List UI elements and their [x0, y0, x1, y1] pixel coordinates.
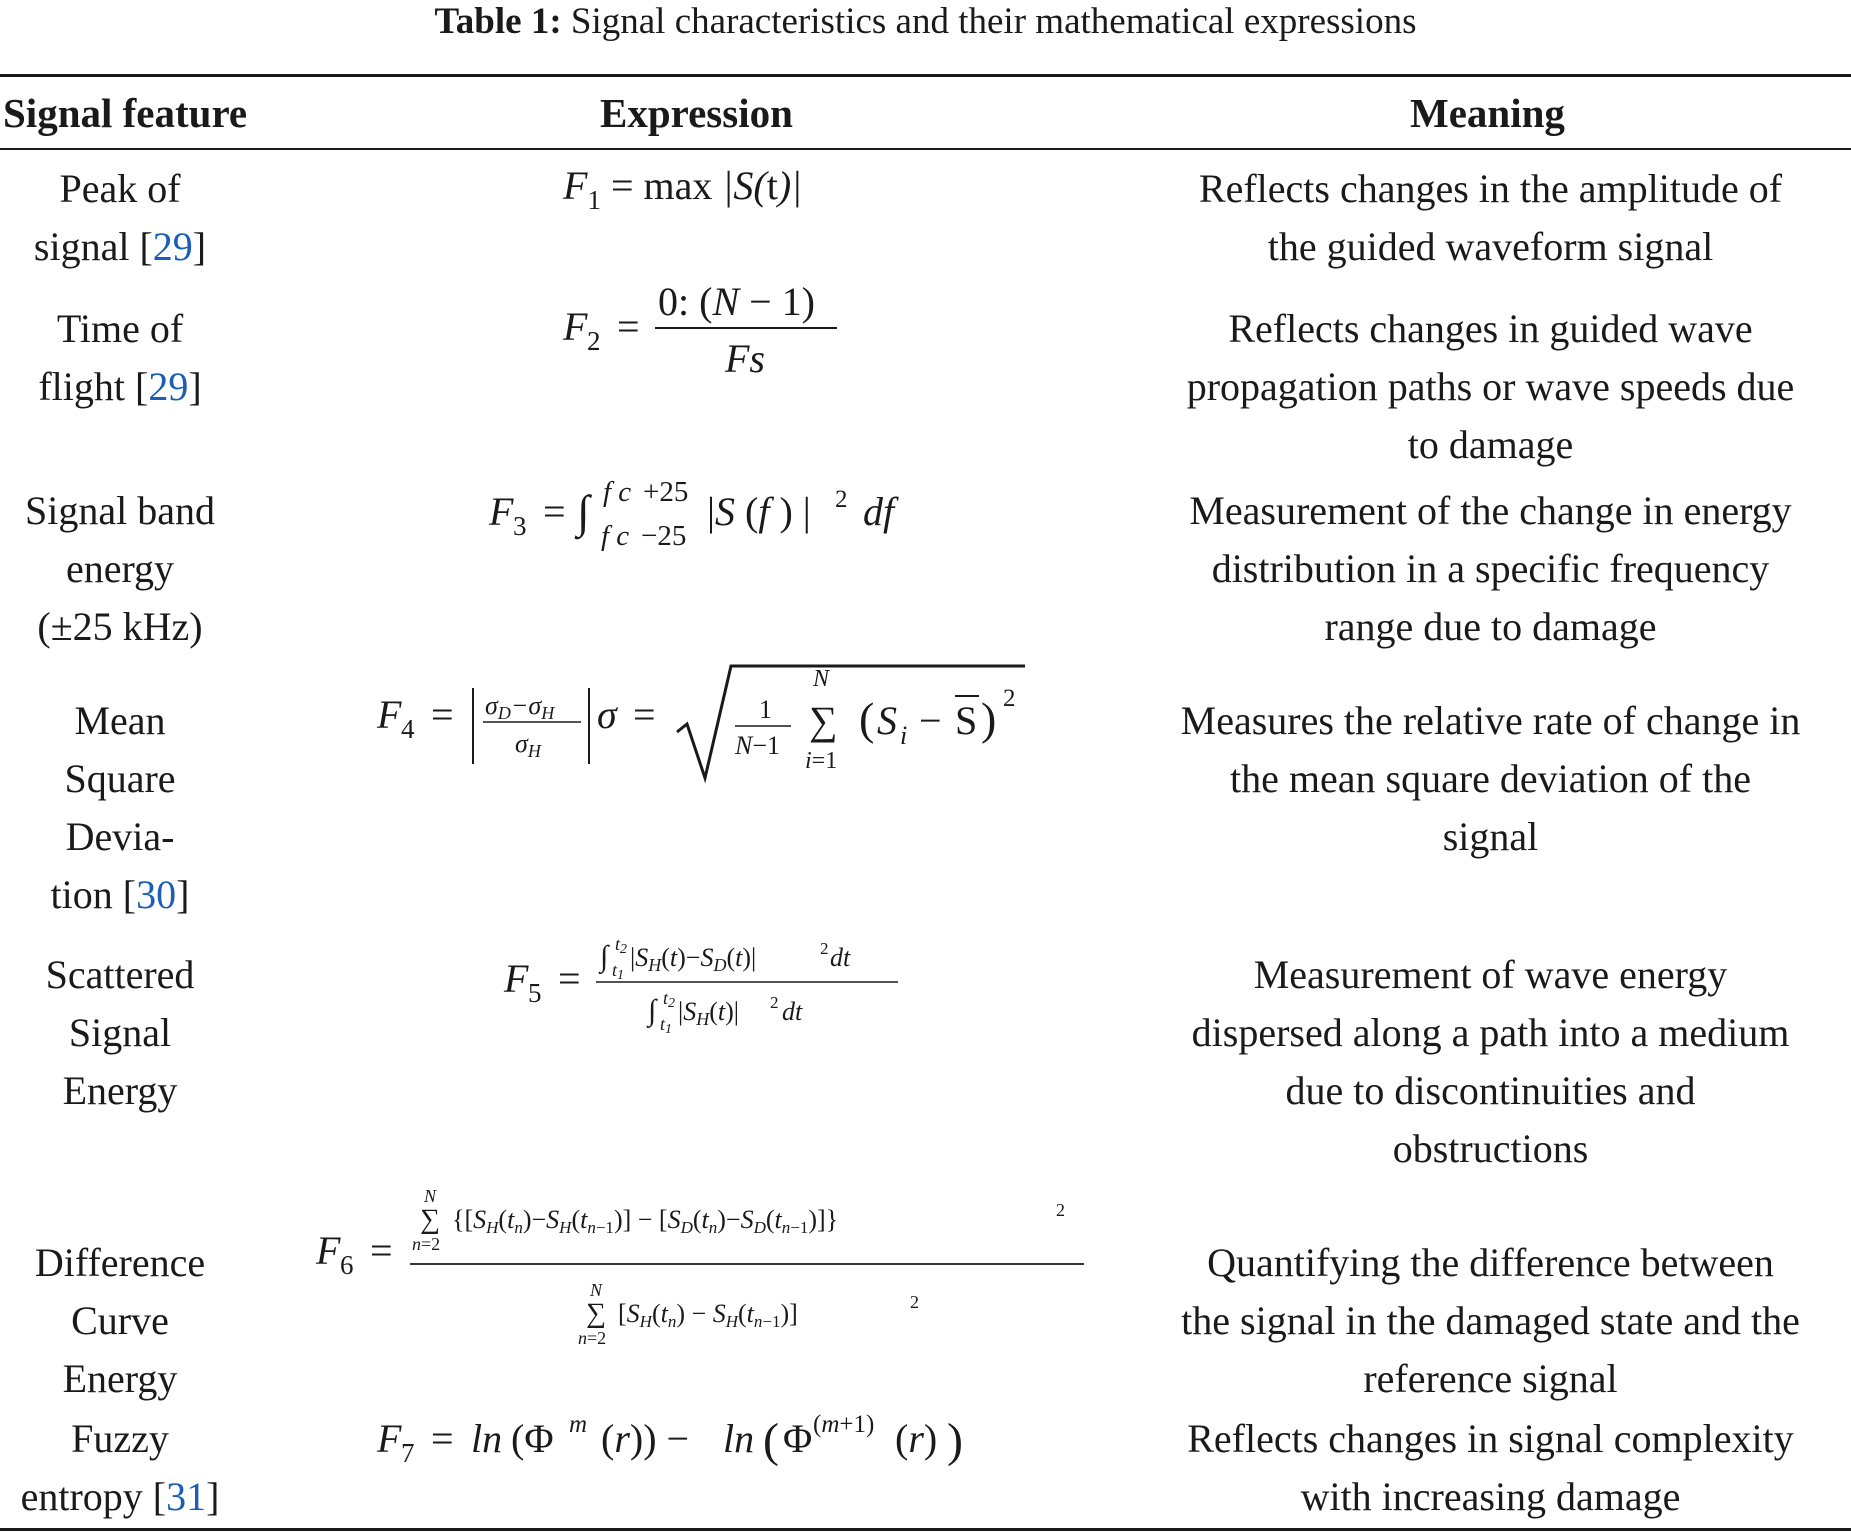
citation-link[interactable]: 29: [152, 224, 193, 269]
row-6-feature: Difference Curve Energy: [34, 1240, 206, 1401]
caption-label: Table 1:: [434, 1, 562, 42]
svg-text:∑: ∑: [586, 1298, 606, 1329]
svg-text:n=2: n=2: [578, 1328, 607, 1348]
svg-text:): ): [981, 693, 997, 744]
svg-text:Fs: Fs: [725, 336, 765, 381]
row-4-expression: [375, 658, 1035, 788]
svg-text:(: (: [859, 693, 875, 744]
svg-text:0: (N − 1): 0: (N − 1): [658, 279, 816, 324]
row-2-feature: Time of flight [29]: [38, 306, 202, 409]
svg-text:σD−σH: σD−σH: [485, 691, 555, 723]
svg-text:|SH(t)−SD(t)|: |SH(t)−SD(t)|: [630, 943, 757, 975]
svg-text:4: 4: [401, 714, 415, 744]
svg-text:F: F: [504, 956, 529, 1001]
svg-text:∫: ∫: [600, 940, 609, 973]
svg-text:): ): [947, 1414, 963, 1467]
svg-text:σH: σH: [515, 729, 541, 761]
row-3-feature: Signal band energy (±25 kHz): [25, 488, 215, 649]
svg-text:F: F: [316, 1228, 341, 1273]
header-meaning: Meaning: [1410, 90, 1565, 136]
svg-text:dt: dt: [782, 997, 803, 1026]
svg-text:t1: t1: [612, 960, 625, 983]
svg-text:6: 6: [340, 1250, 354, 1280]
svg-text:∫: ∫: [648, 994, 657, 1027]
svg-text:+25: +25: [643, 476, 689, 508]
row-2-meaning: Reflects changes in guided wave propagation paths or wave speeds due to damage: [1186, 306, 1795, 467]
svg-text:∑: ∑: [809, 698, 838, 743]
row-2-expression: [555, 270, 855, 390]
row-5-feature: Scattered Signal Energy: [45, 952, 195, 1113]
row-6-expression: [312, 1180, 1092, 1350]
svg-text:2: 2: [1056, 1200, 1065, 1220]
svg-text:t1: t1: [660, 1014, 673, 1037]
svg-text:df: df: [863, 489, 895, 534]
citation-link[interactable]: 31: [166, 1474, 207, 1519]
svg-text:2: 2: [1003, 685, 1016, 712]
bottom-rule: [0, 1528, 1851, 1531]
svg-text:S: S: [877, 698, 897, 743]
svg-text:S: S: [955, 698, 978, 743]
row-5-meaning: Measurement of wave energy dispersed along a path into a medium due to discontinuities and obstructions: [1191, 952, 1790, 1171]
svg-text:2: 2: [835, 486, 848, 513]
svg-text:F: F: [563, 304, 588, 349]
svg-text:{[SH(tn)−SH(tn−1)] − [SD(tn)−S: {[SH(tn)−SH(tn−1)] − [SD(tn)−SD(tn−1)]}: [452, 1205, 839, 1237]
svg-text:i: i: [900, 721, 908, 750]
svg-text:f c: f c: [601, 520, 630, 552]
svg-text:N: N: [424, 1186, 437, 1206]
svg-text:=: =: [431, 1416, 454, 1461]
row-1-feature: Peak of signal [29]: [33, 166, 207, 269]
svg-text:=: =: [633, 692, 656, 737]
svg-text:(r)) −: (r)) −: [601, 1416, 690, 1461]
svg-text:2: 2: [587, 326, 601, 356]
svg-text:−: −: [919, 698, 942, 743]
svg-text:N−1: N−1: [735, 731, 781, 760]
svg-text:=: =: [370, 1228, 393, 1273]
svg-text:=: =: [558, 956, 581, 1001]
citation-link[interactable]: 30: [136, 872, 177, 917]
header-rule: [0, 148, 1851, 150]
caption-text: Signal characteristics and their mathematical expressions: [570, 1, 1417, 42]
svg-text:Φ: Φ: [783, 1416, 813, 1461]
svg-text:−25: −25: [641, 520, 687, 552]
svg-text:n=2: n=2: [412, 1234, 441, 1254]
svg-text:2: 2: [910, 1292, 919, 1312]
svg-text:F: F: [377, 692, 402, 737]
row-7-meaning: Reflects changes in signal complexity with increasing damage: [1187, 1416, 1794, 1519]
svg-text:7: 7: [401, 1438, 415, 1468]
row-5-expression: [500, 920, 920, 1040]
svg-text:F: F: [377, 1416, 402, 1461]
header-expression: Expression: [600, 90, 793, 136]
svg-text:σ: σ: [597, 692, 617, 737]
row-7-expression: [375, 1402, 1035, 1472]
citation-link[interactable]: 29: [148, 364, 189, 409]
row-3-expression: [485, 465, 925, 555]
svg-text:i=1: i=1: [805, 748, 838, 774]
svg-text:|SH(t)|: |SH(t)|: [678, 997, 739, 1029]
row-6-meaning: Quantifying the difference between the signal in the damaged state and the reference signal: [1181, 1240, 1800, 1401]
svg-text:N: N: [813, 666, 830, 692]
header-signal-feature: Signal feature: [3, 90, 248, 136]
table-caption: [0, 0, 1851, 44]
svg-text:1: 1: [759, 695, 772, 724]
svg-text:t2: t2: [663, 988, 676, 1011]
row-4-meaning: Measures the relative rate of change in the mean square deviation of the signal: [1180, 698, 1801, 859]
row-4-feature: Mean Square Devia- tion [30]: [50, 698, 190, 917]
svg-text:m: m: [569, 1411, 588, 1438]
svg-text:t2: t2: [615, 934, 628, 957]
row-3-meaning: Measurement of the change in energy distribution in a specific frequency range due to damage: [1189, 488, 1792, 649]
row-7-feature: Fuzzy entropy [31]: [20, 1416, 220, 1519]
svg-text:N: N: [590, 1280, 603, 1300]
svg-text:(r): (r): [895, 1416, 938, 1461]
row-1-meaning: Reflects changes in the amplitude of the guided waveform signal: [1198, 166, 1783, 269]
svg-text:(: (: [763, 1414, 779, 1467]
svg-text:=: =: [617, 304, 640, 349]
top-rule: [0, 74, 1851, 77]
svg-text:=: =: [543, 489, 566, 534]
svg-text:=: =: [431, 692, 454, 737]
svg-text:2: 2: [820, 939, 829, 958]
svg-text:ln: ln: [471, 1416, 503, 1461]
svg-text:dt: dt: [830, 943, 851, 972]
svg-text:3: 3: [513, 511, 527, 541]
svg-text:(m+1): (m+1): [813, 1411, 875, 1438]
svg-text:∫: ∫: [577, 486, 590, 537]
svg-text:(Φ: (Φ: [511, 1416, 554, 1461]
svg-text:[SH(tn) − SH(tn−1)]: [SH(tn) − SH(tn−1)]: [618, 1299, 798, 1331]
svg-text:ln: ln: [723, 1416, 755, 1461]
svg-text:5: 5: [528, 978, 542, 1008]
svg-text:F: F: [489, 489, 514, 534]
row-1-expression: $F_1 = \max |S(t)|$: [563, 163, 803, 215]
svg-text:|S (f ) |: |S (f ) |: [707, 489, 811, 534]
svg-text:2: 2: [770, 993, 779, 1012]
svg-text:∑: ∑: [420, 1204, 440, 1235]
svg-text:f c: f c: [603, 476, 632, 508]
